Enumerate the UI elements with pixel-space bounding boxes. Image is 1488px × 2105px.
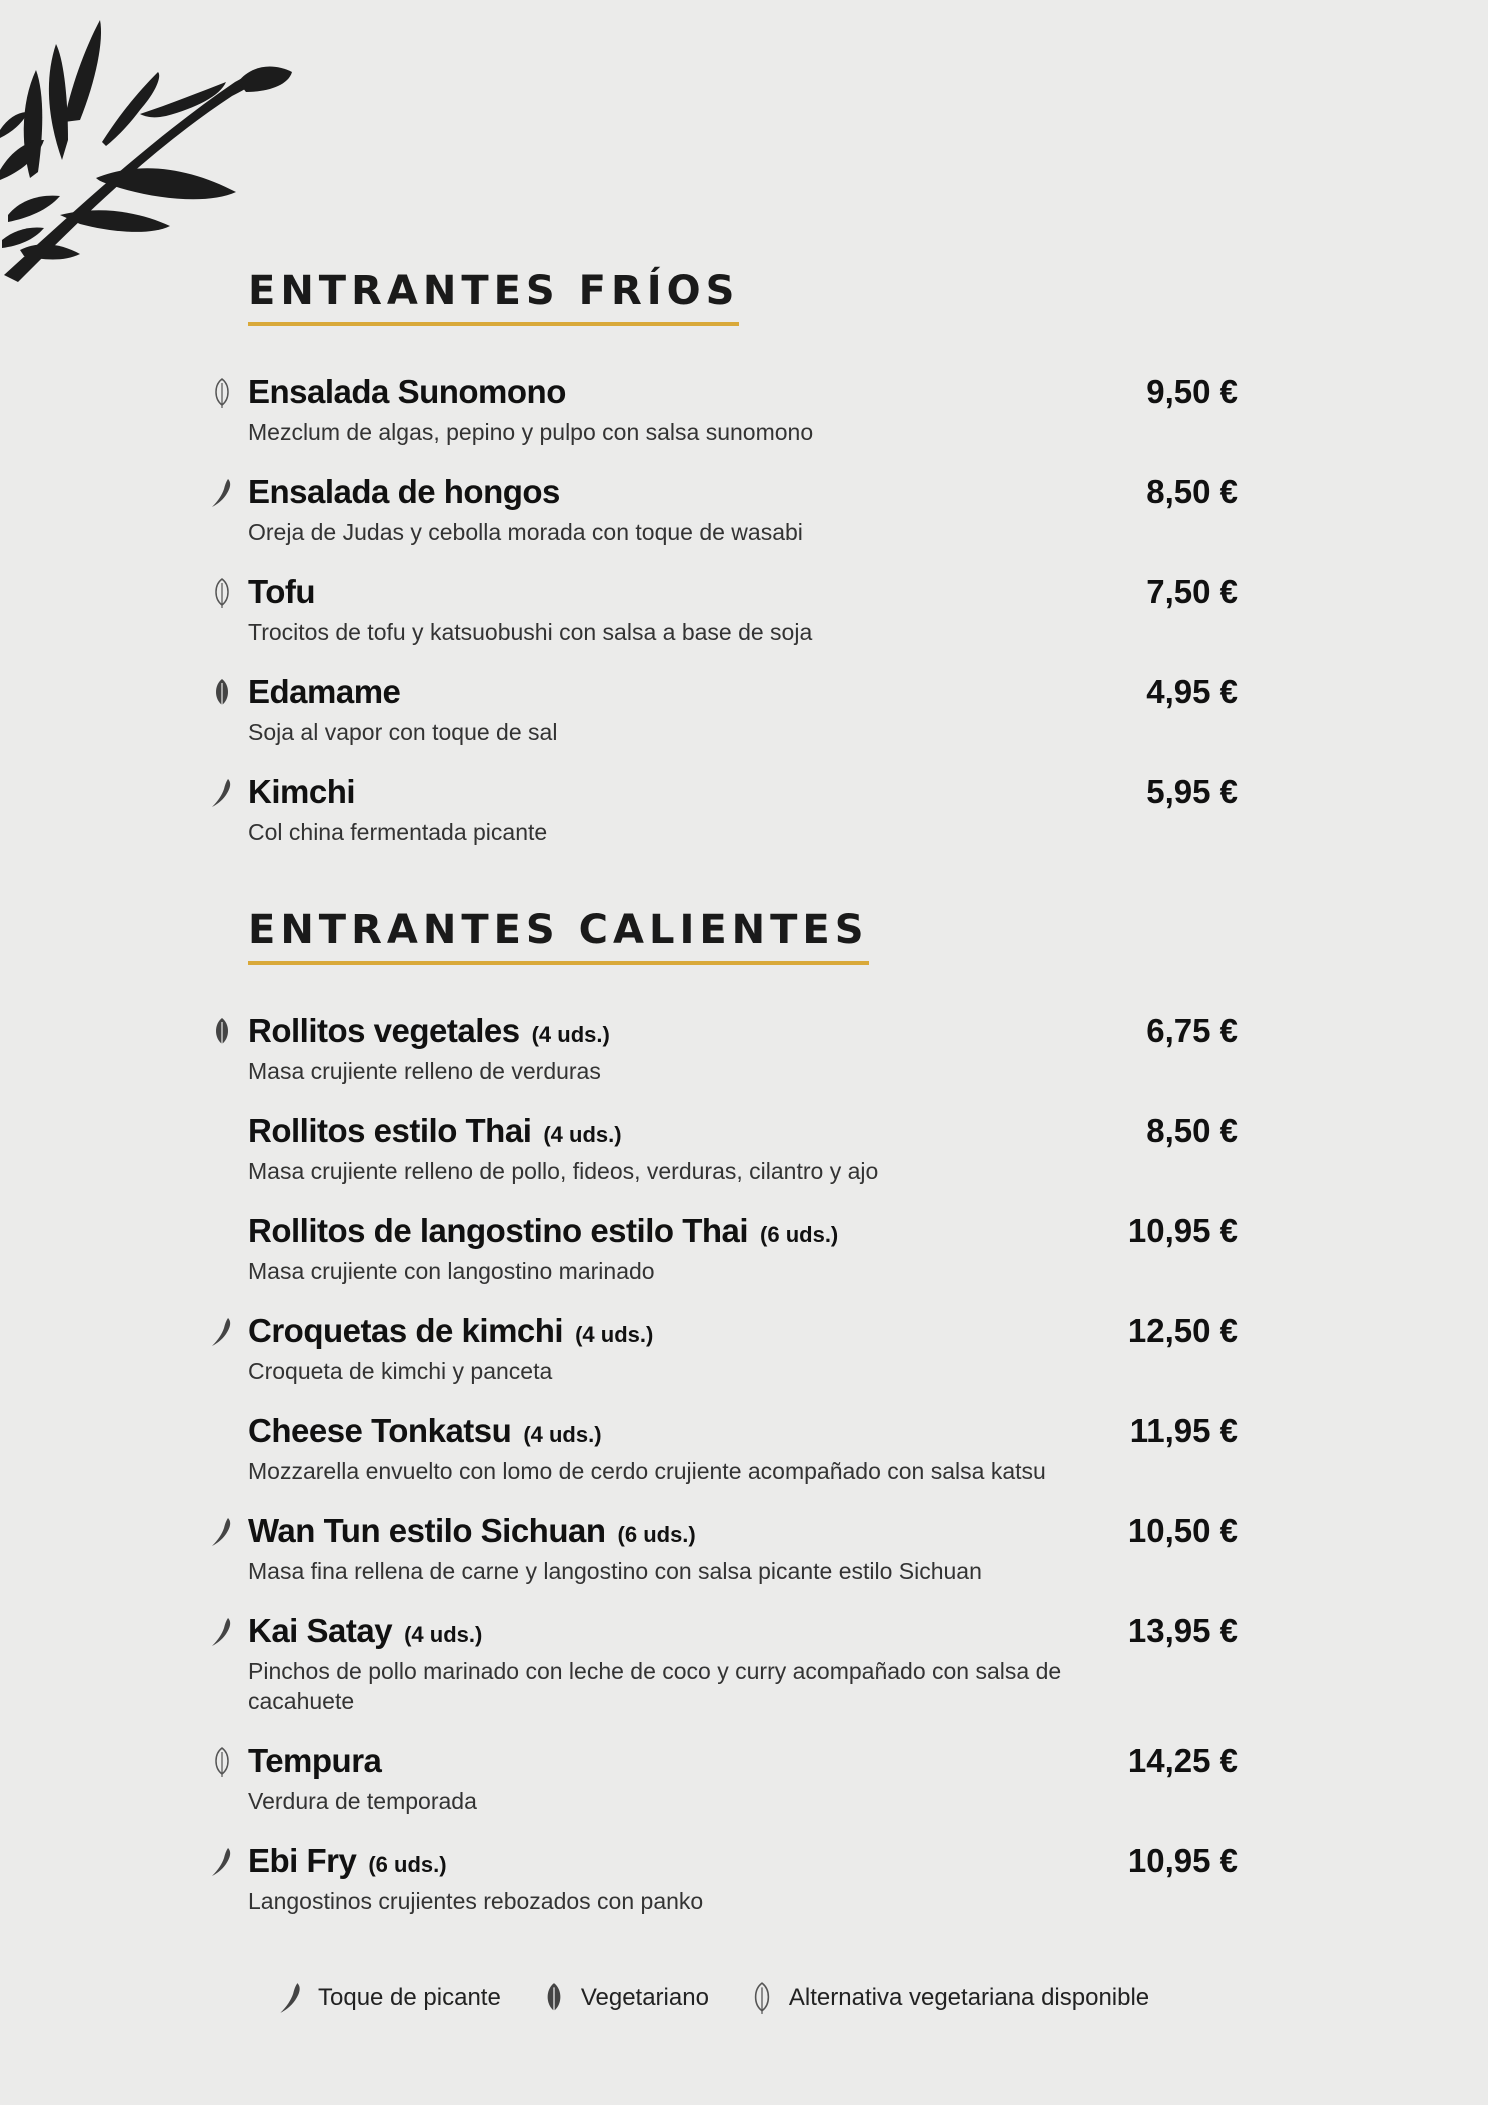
item-quantity: (6 uds.) xyxy=(760,1222,839,1247)
menu-item xyxy=(248,1741,1248,1816)
menu-item xyxy=(248,672,1248,747)
item-description: Croqueta de kimchi y panceta xyxy=(248,1358,553,1384)
legend-entry-vegetarian xyxy=(541,1981,709,2015)
item-name: Ensalada de hongos xyxy=(248,473,560,510)
menu-item xyxy=(248,1111,1248,1186)
legend-label: Vegetariano xyxy=(580,1984,709,2011)
item-quantity: (4 uds.) xyxy=(531,1022,610,1047)
section-title: ENTRANTES FRÍOS xyxy=(248,268,739,326)
chili-icon xyxy=(210,1616,234,1648)
item-quantity: (4 uds.) xyxy=(575,1322,654,1347)
item-name: Kai Satay xyxy=(248,1612,393,1649)
item-description: Trocitos de tofu y katsuobushi con salsa a base de soja xyxy=(248,619,813,645)
item-price: 9,50 € xyxy=(1146,373,1238,410)
item-quantity: (4 uds.) xyxy=(543,1122,622,1147)
item-name: Rollitos estilo Thai xyxy=(248,1112,532,1149)
chili-icon xyxy=(278,1981,304,2015)
item-price: 14,25 € xyxy=(1127,1742,1238,1779)
item-quantity: (4 uds.) xyxy=(523,1422,602,1447)
item-price: 13,95 € xyxy=(1127,1612,1238,1649)
item-name-line xyxy=(248,372,1248,419)
item-description: Oreja de Judas y cebolla morada con toque de wasabi xyxy=(248,519,803,545)
item-name-line xyxy=(248,472,1248,519)
item-name-line xyxy=(248,772,1248,819)
item-description: Langostinos crujientes rebozados con panko xyxy=(248,1888,704,1914)
item-description: Pinchos de pollo marinado con leche de coco y curry acompañado con salsa de cacahuete xyxy=(248,1658,1062,1714)
item-name-line xyxy=(248,1411,1248,1458)
item-quantity: (6 uds.) xyxy=(368,1852,447,1877)
item-price: 8,50 € xyxy=(1146,1112,1238,1149)
item-name-line xyxy=(248,1311,1248,1358)
item-name: Rollitos de langostino estilo Thai xyxy=(248,1212,749,1249)
menu-item xyxy=(248,472,1248,547)
legend-label: Alternativa vegetariana disponible xyxy=(788,1984,1150,2011)
chili-icon xyxy=(210,777,234,809)
menu-item xyxy=(248,1841,1248,1916)
item-price: 11,95 € xyxy=(1129,1412,1238,1449)
item-price: 10,50 € xyxy=(1127,1512,1238,1549)
item-name-line xyxy=(248,1611,1248,1658)
item-name: Ensalada Sunomono xyxy=(248,373,566,410)
chili-icon xyxy=(210,1846,234,1878)
leaf-outline-icon xyxy=(210,577,234,609)
item-name-line xyxy=(248,1741,1248,1788)
section-hot-starters xyxy=(248,907,1248,1941)
item-description: Soja al vapor con toque de sal xyxy=(248,719,558,745)
legend-label: Toque de picante xyxy=(318,1984,501,2011)
section-title: ENTRANTES CALIENTES xyxy=(248,907,869,965)
menu-item xyxy=(248,1211,1248,1286)
item-name: Tofu xyxy=(248,573,316,610)
branch-decoration xyxy=(0,0,300,290)
item-price: 6,75 € xyxy=(1146,1012,1238,1049)
item-price: 5,95 € xyxy=(1146,773,1238,810)
item-name-line xyxy=(248,1011,1248,1058)
item-name-line xyxy=(248,1111,1248,1158)
item-price: 8,50 € xyxy=(1146,473,1238,510)
item-list xyxy=(248,1011,1248,1916)
item-description: Masa fina rellena de carne y langostino con salsa picante estilo Sichuan xyxy=(248,1558,982,1584)
item-name: Wan Tun estilo Sichuan xyxy=(248,1512,606,1549)
item-name: Croquetas de kimchi xyxy=(248,1312,564,1349)
item-name: Tempura xyxy=(248,1742,382,1779)
item-quantity: (6 uds.) xyxy=(617,1522,696,1547)
menu-item xyxy=(248,572,1248,647)
menu-item xyxy=(248,1311,1248,1386)
leaf-outline-icon xyxy=(749,1981,775,2015)
item-name: Cheese Tonkatsu xyxy=(248,1412,512,1449)
leaf-filled-icon xyxy=(210,1016,234,1048)
legend xyxy=(278,1978,1189,2018)
leaf-outline-icon xyxy=(210,1746,234,1778)
item-name-line xyxy=(248,572,1248,619)
item-name-line xyxy=(248,1841,1248,1888)
item-name: Edamame xyxy=(248,673,401,710)
item-name-line xyxy=(248,672,1248,719)
item-list xyxy=(248,372,1248,847)
menu-item xyxy=(248,772,1248,847)
item-price: 12,50 € xyxy=(1127,1312,1238,1349)
item-description: Masa crujiente relleno de verduras xyxy=(248,1058,601,1084)
item-price: 4,95 € xyxy=(1146,673,1238,710)
item-name: Ebi Fry xyxy=(248,1842,357,1879)
item-description: Verdura de temporada xyxy=(248,1788,477,1814)
legend-entry-vegetarian-alternative xyxy=(749,1981,1149,2015)
item-description: Masa crujiente relleno de pollo, fideos, verduras, cilantro y ajo xyxy=(248,1158,879,1184)
item-name-line xyxy=(248,1511,1248,1558)
section-cold-starters xyxy=(248,268,1248,872)
item-description: Mozzarella envuelto con lomo de cerdo crujiente acompañado con salsa katsu xyxy=(248,1458,1046,1484)
item-name-line xyxy=(248,1211,1248,1258)
item-description: Masa crujiente con langostino marinado xyxy=(248,1258,655,1284)
menu-item xyxy=(248,1011,1248,1086)
item-name: Rollitos vegetales xyxy=(248,1012,520,1049)
chili-icon xyxy=(210,1516,234,1548)
item-price: 10,95 € xyxy=(1127,1842,1238,1879)
leaf-outline-icon xyxy=(210,377,234,409)
menu-item xyxy=(248,1511,1248,1586)
item-name: Kimchi xyxy=(248,773,356,810)
item-description: Mezclum de algas, pepino y pulpo con salsa sunomono xyxy=(248,419,814,445)
menu-item xyxy=(248,372,1248,447)
menu-item xyxy=(248,1411,1248,1486)
leaf-filled-icon xyxy=(541,1981,567,2015)
legend-entry-spicy xyxy=(278,1981,501,2015)
item-quantity: (4 uds.) xyxy=(404,1622,483,1647)
chili-icon xyxy=(210,1316,234,1348)
menu-item xyxy=(248,1611,1248,1716)
item-price: 7,50 € xyxy=(1146,573,1238,610)
item-description: Col china fermentada picante xyxy=(248,819,548,845)
leaf-filled-icon xyxy=(210,677,234,709)
chili-icon xyxy=(210,477,234,509)
item-price: 10,95 € xyxy=(1127,1212,1238,1249)
